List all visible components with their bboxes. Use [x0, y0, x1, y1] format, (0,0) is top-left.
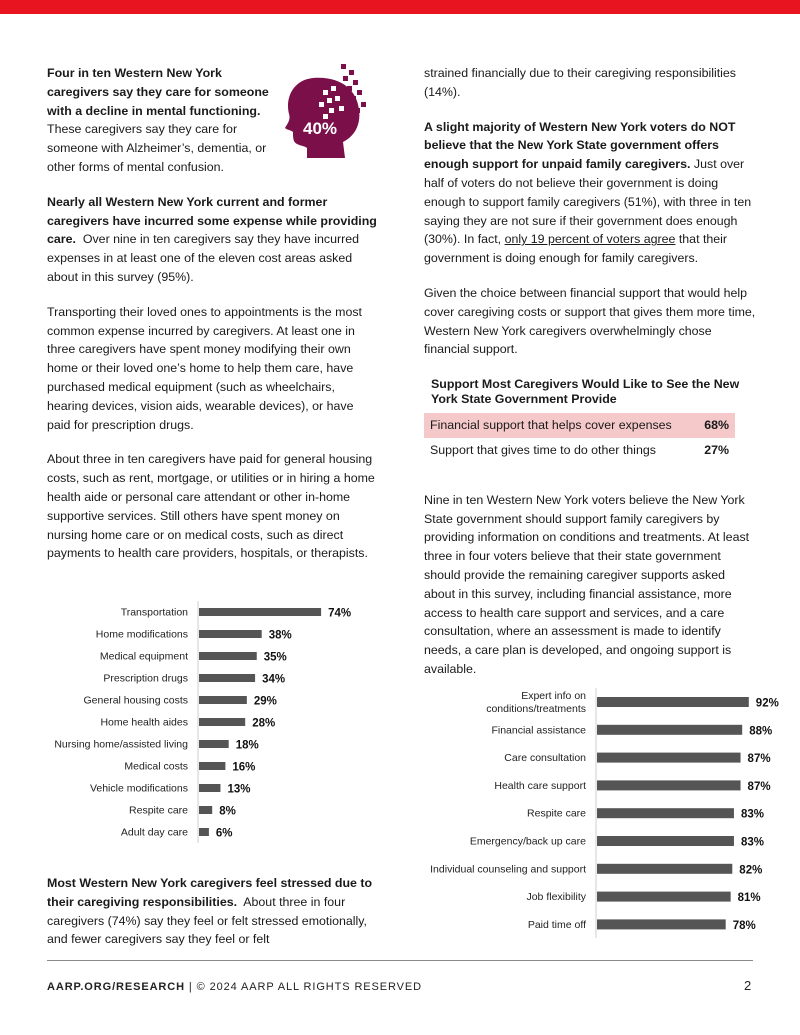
- chart-category-label: Vehicle modifications: [89, 782, 188, 795]
- chart-category-label: Medical equipment: [99, 650, 188, 663]
- expense-text: Over nine in ten caregivers say they have incurred expenses in at least one of the eleven cost areas asked about in this survey (95%).: [47, 232, 360, 284]
- chart-category-label: Nursing home/assisted living: [54, 738, 188, 751]
- chart-bar: [199, 674, 255, 682]
- chart-category-label: Transportation: [120, 606, 188, 619]
- chart-value-label: 16%: [232, 761, 256, 774]
- chart-bar: [199, 608, 321, 616]
- strain-paragraph: strained financially due to their caregiving responsibilities (14%).: [424, 66, 736, 99]
- table-row-label: Financial support that helps cover expenses: [424, 413, 696, 438]
- chart-bar: [597, 808, 734, 818]
- table-row-label: Support that gives time to do other things: [430, 442, 656, 457]
- chart-bar: [597, 697, 749, 707]
- chart-bar: [199, 652, 257, 660]
- intro-bold: Four in ten Western New York caregivers say they care for someone with a decline in mental functioning.: [47, 66, 269, 118]
- chart-value-label: 83%: [740, 836, 764, 849]
- chart-bar: [199, 784, 220, 792]
- support-table: [424, 413, 735, 463]
- intro-block: [47, 64, 379, 177]
- chart-category-label: Home health aides: [100, 716, 188, 729]
- chart-bar: [199, 740, 229, 748]
- choice-paragraph: Given the choice between financial support that would help cover caregiving costs or support that gives them more time, Western New York caregivers overwhelmingly chose financial support.: [424, 285, 756, 357]
- chart-category-label: Medical costs: [124, 760, 188, 773]
- chart-value-label: 8%: [219, 805, 236, 818]
- intro-body: These caregivers say they care for someone with Alzheimer’s, dementia, or other forms of mental confusion.: [47, 122, 267, 174]
- table-row: [424, 413, 735, 438]
- stress-heading: Most Western New York caregivers feel stressed due to their caregiving responsibilities.: [47, 876, 373, 909]
- government-text-b: that their government is doing enough for family caregivers.: [424, 232, 728, 266]
- chart-value-label: 87%: [747, 753, 771, 766]
- chart-value-label: 6%: [215, 827, 233, 840]
- chart-value-label: 83%: [740, 808, 764, 821]
- chart-category-label: General housing costs: [83, 694, 188, 707]
- chart-category-label: Health care support: [494, 779, 586, 792]
- chart-value-label: 82%: [739, 864, 763, 877]
- transport-paragraph: Transporting their loved ones to appointments is the most common expense incurred by caregivers. At least one in three caregivers have spent money modifying their own home or their loved one’s home to help them care, have purchased medical equipment (such as wheelchairs, hearing devices, vision aids, wearable devices), or have paid for prescription drugs.: [47, 304, 362, 432]
- chart-bar: [597, 919, 726, 929]
- chart-category-label: Emergency/back up care: [469, 835, 586, 848]
- page-number: 2: [744, 978, 752, 993]
- chart-category-label: Individual counseling and support: [430, 863, 586, 876]
- chart-category-label: Expert info on conditions/treatments: [486, 690, 586, 715]
- footer: [47, 981, 422, 993]
- stress-paragraph-block: [47, 874, 379, 965]
- table-row: [424, 438, 735, 463]
- chart-value-label: 34%: [262, 673, 286, 686]
- chart-value-label: 29%: [253, 695, 277, 708]
- chart-value-label: 87%: [747, 780, 771, 793]
- intro-text: [47, 64, 287, 177]
- chart-bar: [199, 718, 245, 726]
- chart-bar: [199, 762, 225, 770]
- chart-category-label: Respite care: [527, 807, 586, 820]
- chart-value-label: 35%: [263, 651, 287, 664]
- government-underline: only 19 percent of voters agree: [504, 232, 676, 247]
- chart-value-label: 74%: [328, 607, 352, 620]
- table-row-value: 27%: [704, 442, 729, 457]
- brain-head-icon: [283, 62, 369, 158]
- government-heading: A slight majority of Western New York voters do NOT believe that the New York State government offers enough support for unpaid family caregivers.: [424, 119, 736, 172]
- chart-bar: [199, 630, 262, 638]
- footer-rights: | © 2024 AARP ALL RIGHTS RESERVED: [184, 981, 422, 993]
- housing-paragraph: About three in ten caregivers have paid for general housing costs, such as rent, mortgage, or utilities or in hiring a home health aide or personal care attendant or other in-home supportive services. Still others have spent money on nursing home care or on medical costs, such as direct payments to health care providers, hospitals, or therapists.: [47, 452, 375, 561]
- chart-bar: [597, 864, 732, 874]
- footer-site-link[interactable]: AARP.ORG/RESEARCH: [47, 981, 185, 993]
- chart-value-label: 18%: [235, 739, 259, 752]
- chart-value-label: 81%: [737, 892, 761, 905]
- chart-value-label: 92%: [755, 697, 779, 710]
- chart-category-label: Financial assistance: [491, 724, 586, 737]
- chart-category-label: Adult day care: [120, 826, 188, 839]
- expenses-bar-chart: [40, 600, 390, 845]
- chart-value-label: 13%: [227, 783, 251, 796]
- expense-heading: Nearly all Western New York current and former caregivers have incurred some expense while providing care.: [47, 194, 377, 247]
- chart-category-label: Respite care: [129, 804, 188, 817]
- chart-value-label: 38%: [268, 629, 292, 642]
- chart-value-label: 28%: [252, 717, 276, 730]
- top-accent-bar: [0, 0, 800, 14]
- chart-value-label: 88%: [749, 725, 773, 738]
- footer-rule: [47, 960, 753, 961]
- chart-bar: [597, 836, 734, 846]
- left-column: [47, 64, 379, 579]
- right-column: [424, 64, 756, 695]
- chart-category-label: Home modifications: [95, 628, 188, 641]
- information-paragraph: Nine in ten Western New York voters believe the New York State government should support family caregivers by providing information on conditions and treatments. At least three in four voters believe that their state government should provide the remaining caregiver supports asked about in this survey, including financial assistance, more access to health care support and services, and a care consultation, where an assessment is made to identify needs, a care plan is developed, and ongoing support is available.: [424, 492, 750, 676]
- chart-bar: [199, 828, 209, 836]
- chart-category-label: Paid time off: [527, 918, 586, 931]
- support-table-title: Support Most Caregivers Would Like to See the New York State Government Provide: [431, 377, 740, 407]
- brain-badge-text: 40%: [303, 119, 338, 138]
- table-row-value: 68%: [696, 413, 735, 438]
- chart-bar: [597, 725, 742, 735]
- chart-bar: [199, 806, 212, 814]
- chart-category-label: Job flexibility: [526, 891, 586, 904]
- chart-bar: [597, 780, 741, 790]
- government-text-a: Just over half of voters do not believe their government is doing enough to support family caregivers (51%), with three in ten saying they are not sure if their government does enough (30%). In fact,: [424, 157, 752, 247]
- stress-text: About three in four caregivers (74%) say they feel or felt stressed emotionally, and fewer caregivers say they feel or felt: [47, 894, 367, 947]
- chart-bar: [199, 696, 247, 704]
- chart-bar: [597, 753, 741, 763]
- chart-category-label: Care consultation: [504, 752, 586, 765]
- chart-category-label: Prescription drugs: [103, 672, 188, 685]
- supports-bar-chart: [420, 684, 779, 934]
- chart-value-label: 78%: [732, 919, 756, 932]
- chart-bar: [597, 892, 731, 902]
